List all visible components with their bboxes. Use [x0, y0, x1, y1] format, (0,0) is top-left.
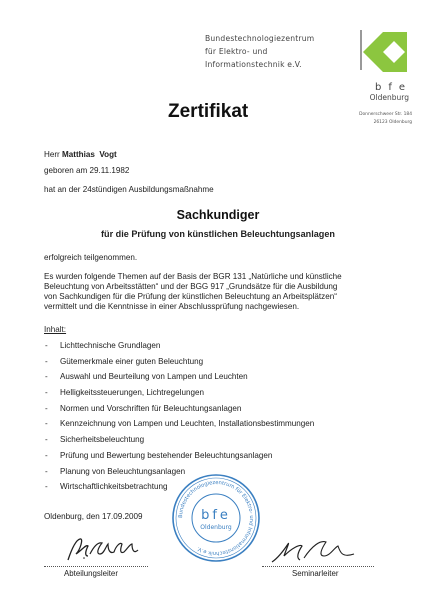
bullet-dash: - [45, 482, 48, 492]
description-paragraph [44, 272, 404, 312]
topic-text: Lichttechnische Grundlagen [60, 341, 161, 350]
topic-text: Kennzeichnung von Lampen und Leuchten, Installationsbestimmungen [60, 419, 315, 429]
stamp-ring-text: Bundestechnologiezentrum für Elektro- und Informationstechnik e.V. [177, 479, 255, 557]
passed-line: erfolgreich teilgenommen. [44, 253, 138, 262]
address [330, 111, 412, 126]
organization-name [205, 32, 355, 71]
org-line: Informationstechnik e.V. [205, 60, 302, 69]
certificate-title: Zertifikat [168, 101, 249, 122]
bfe-logo-icon [355, 30, 411, 76]
bullet-dash: - [45, 388, 48, 398]
bullet-dash: - [45, 466, 48, 476]
bullet-dash: - [45, 403, 48, 413]
stamp-center-city: Oldenburg [200, 524, 232, 531]
bullet-dash: - [45, 450, 48, 460]
course-line: hat an der 24stündigen Ausbildungsmaßnahme [44, 185, 214, 194]
paragraph-line: Es wurden folgende Themen auf der Basis der BGR 131 „Natürliche und künstliche [44, 272, 342, 281]
org-line: für Elektro- und [205, 47, 268, 56]
right-signature-line [262, 566, 374, 567]
logo-city: Oldenburg [369, 93, 409, 102]
topic-text: Prüfung und Bewertung bestehender Beleuchtungsanlagen [60, 450, 273, 460]
paragraph-line: Beleuchtung von Arbeitsstätten“ und der BGG 917 „Grundsätze für die Ausbildung [44, 282, 338, 291]
bullet-dash: - [45, 435, 48, 445]
topic-text: Gütemerkmale einer guten Beleuchtung [60, 356, 204, 366]
degree-subtitle: für die Prüfung von künstlichen Beleuchtungsanlagen [101, 229, 335, 239]
contents-label: Inhalt: [44, 325, 67, 334]
topic-text: Auswahl und Beurteilung von Lampen und Leuchten [60, 372, 248, 382]
topic-text: Normen und Vorschriften für Beleuchtungsanlagen [60, 403, 242, 413]
paragraph-line: von Sachkundigen für die Prüfung der künstlichen Beleuchtung an Arbeitsplätzen“ [44, 292, 337, 301]
bullet-dash: - [45, 419, 48, 429]
recipient-line [44, 150, 117, 160]
bullet-dash: - [45, 341, 48, 350]
address-line: Donnerschweer Str. 184 [359, 112, 412, 117]
topic-text: Sicherheitsbeleuchtung [60, 435, 145, 445]
official-stamp-icon [170, 472, 262, 564]
left-signer-role: Abteilungsleiter [64, 569, 118, 578]
paragraph-line: vermittelt und die Kenntnisse in einer Abschlussprüfung nachgewiesen. [44, 302, 300, 311]
stamp-center-word: bfe [201, 508, 231, 523]
address-line: 26123 Oldenburg [373, 119, 412, 125]
birth-date: geboren am 29.11.1982 [44, 166, 130, 175]
org-line: Bundestechnologiezentrum [205, 34, 315, 43]
right-signer-role: Seminarleiter [292, 569, 339, 578]
recipient-name: Matthias Vogt [62, 150, 117, 159]
bullet-dash: - [45, 356, 48, 366]
logo-word: bfe [374, 82, 412, 93]
degree-title: Sachkundiger [176, 208, 260, 222]
left-signature-line [44, 566, 148, 567]
place-date: Oldenburg, den 17.09.2009 [44, 512, 143, 521]
right-signature-icon [268, 536, 358, 566]
topic-text: Helligkeitssteuerungen, Lichtregelungen [60, 388, 204, 398]
salutation: Herr [44, 150, 60, 159]
topic-text: Planung von Beleuchtungsanlagen [60, 466, 186, 476]
topic-text: Wirtschaftlichkeitsbetrachtung [60, 482, 168, 492]
left-signature-icon [62, 534, 142, 564]
bullet-dash: - [45, 372, 48, 382]
